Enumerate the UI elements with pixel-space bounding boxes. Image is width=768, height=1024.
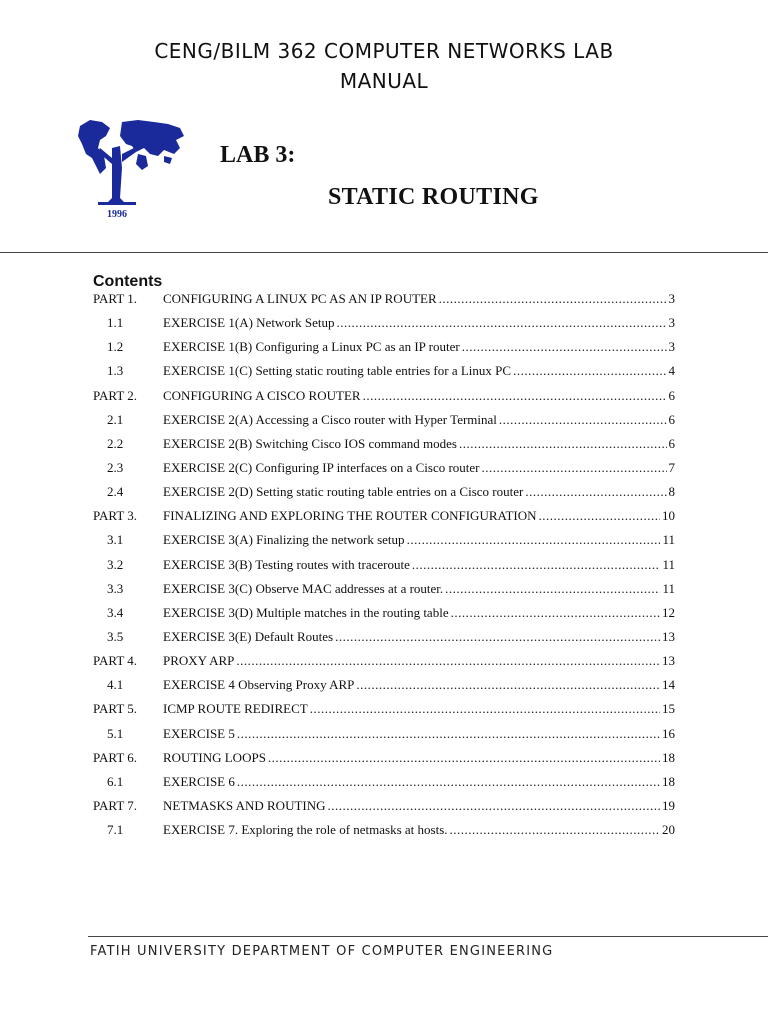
toc-entry-title: EXERCISE 1(C) Setting static routing table entries for a Linux PC	[163, 363, 512, 379]
manual-title-line2: MANUAL	[339, 69, 429, 93]
toc-entry-page: 6	[668, 435, 675, 451]
toc-entry-number: 3.3	[107, 580, 124, 596]
toc-entry-page: 13	[662, 628, 675, 644]
toc-exercise-entry[interactable]	[93, 339, 675, 363]
lab-number: LAB 3:	[220, 142, 296, 168]
toc-leader-dots	[237, 726, 660, 742]
toc-entry-number: 3.4	[107, 604, 124, 620]
toc-leader-dots	[363, 388, 667, 404]
toc-entry-title: EXERCISE 7. Exploring the role of netmasks at hosts.	[163, 822, 448, 838]
toc-entry-number: 3.2	[107, 556, 124, 572]
toc-entry-number: 7.1	[107, 822, 124, 838]
toc-entry-number: 1.2	[107, 339, 124, 355]
toc-exercise-entry[interactable]	[93, 822, 675, 846]
toc-entry-title: PROXY ARP	[163, 653, 235, 669]
toc-exercise-entry[interactable]	[93, 532, 675, 556]
toc-entry-title: EXERCISE 2(A) Accessing a Cisco router with Hyper Terminal	[163, 411, 497, 427]
toc-entry-title: FINALIZING AND EXPLORING THE ROUTER CONFIGURATION	[163, 508, 537, 524]
toc-entry-number: 2.2	[107, 435, 124, 451]
toc-entry-title: EXERCISE 3(A) Finalizing the network setup	[163, 532, 405, 548]
toc-entry-number: 2.1	[107, 411, 124, 427]
toc-entry-title: EXERCISE 4 Observing Proxy ARP	[163, 677, 355, 693]
toc-entry-page: 15	[662, 701, 675, 717]
toc-entry-page: 18	[662, 749, 675, 765]
toc-entry-title: EXERCISE 1(A) Network Setup	[163, 315, 335, 331]
manual-title-line1: CENG/BILM 362 COMPUTER NETWORKS LAB	[154, 39, 614, 63]
toc-entry-page: 4	[668, 363, 675, 379]
toc-entry-number: 3.1	[107, 532, 124, 548]
contents-heading: Contents	[93, 273, 163, 290]
toc-entry-page: 13	[662, 653, 675, 669]
toc-leader-dots	[499, 412, 667, 428]
globe-tree-logo-icon	[76, 118, 188, 222]
footer-divider	[88, 936, 768, 937]
toc-entry-title: EXERCISE 6	[163, 773, 235, 789]
toc-part-entry[interactable]	[93, 508, 675, 532]
toc-exercise-entry[interactable]	[93, 605, 675, 629]
toc-entry-number: 1.3	[107, 363, 124, 379]
toc-leader-dots	[407, 532, 661, 548]
toc-exercise-entry[interactable]	[93, 557, 675, 581]
toc-leader-dots	[268, 750, 660, 766]
toc-exercise-entry[interactable]	[93, 315, 675, 339]
toc-entry-number: 1.1	[107, 315, 124, 331]
toc-leader-dots	[451, 605, 660, 621]
toc-entry-title: NETMASKS AND ROUTING	[163, 797, 326, 813]
toc-leader-dots	[356, 677, 660, 693]
toc-exercise-entry[interactable]	[93, 629, 675, 653]
toc-entry-number: 2.3	[107, 459, 124, 475]
toc-entry-number: PART 3.	[93, 508, 138, 524]
toc-entry-number: PART 4.	[93, 653, 138, 669]
toc-part-entry[interactable]	[93, 701, 675, 725]
toc-leader-dots	[445, 581, 660, 597]
toc-entry-page: 20	[662, 822, 675, 838]
toc-entry-number: 3.5	[107, 628, 124, 644]
toc-entry-number: 2.4	[107, 484, 124, 500]
header-divider	[0, 252, 768, 253]
toc-entry-number: PART 2.	[93, 387, 138, 403]
toc-entry-title: EXERCISE 3(E) Default Routes	[163, 628, 334, 644]
toc-entry-title: EXERCISE 3(C) Observe MAC addresses at a router.	[163, 580, 444, 596]
toc-entry-page: 7	[668, 459, 675, 475]
toc-leader-dots	[525, 484, 666, 500]
toc-entry-page: 11	[662, 532, 675, 548]
toc-exercise-entry[interactable]	[93, 774, 675, 798]
toc-part-entry[interactable]	[93, 291, 675, 315]
toc-leader-dots	[482, 460, 667, 476]
toc-entry-number: 5.1	[107, 725, 124, 741]
toc-leader-dots	[450, 822, 660, 838]
svg-text:1996: 1996	[107, 209, 127, 220]
toc-entry-title: EXERCISE 2(C) Configuring IP interfaces on a Cisco router	[163, 459, 480, 475]
table-of-contents	[93, 291, 675, 846]
toc-entry-page: 19	[662, 797, 675, 813]
toc-leader-dots	[335, 629, 660, 645]
toc-entry-page: 3	[668, 339, 675, 355]
toc-entry-title: EXERCISE 3(B) Testing routes with traceroute	[163, 556, 410, 572]
toc-leader-dots	[337, 315, 667, 331]
toc-entry-number: 6.1	[107, 773, 124, 789]
toc-leader-dots	[328, 798, 660, 814]
toc-entry-page: 10	[662, 508, 675, 524]
toc-exercise-entry[interactable]	[93, 436, 675, 460]
toc-entry-number: PART 1.	[93, 291, 138, 306]
toc-leader-dots	[513, 363, 666, 379]
toc-entry-title: ROUTING LOOPS	[163, 749, 266, 765]
toc-entry-title: EXERCISE 2(B) Switching Cisco IOS command modes	[163, 435, 457, 451]
toc-entry-page: 14	[662, 677, 675, 693]
toc-entry-title: ICMP ROUTE REDIRECT	[163, 701, 308, 717]
toc-entry-title: CONFIGURING A LINUX PC AS AN IP ROUTER	[163, 291, 437, 306]
toc-entry-page: 3	[668, 291, 675, 306]
toc-leader-dots	[539, 508, 661, 524]
toc-leader-dots	[439, 291, 667, 307]
toc-exercise-entry[interactable]	[93, 726, 675, 750]
toc-exercise-entry[interactable]	[93, 460, 675, 484]
toc-entry-page: 6	[668, 387, 675, 403]
toc-leader-dots	[459, 436, 667, 452]
toc-entry-title: CONFIGURING A CISCO ROUTER	[163, 387, 361, 403]
toc-entry-number: PART 7.	[93, 797, 138, 813]
toc-part-entry[interactable]	[93, 388, 675, 412]
toc-entry-page: 18	[662, 773, 675, 789]
toc-exercise-entry[interactable]	[93, 484, 675, 508]
toc-leader-dots	[412, 557, 661, 573]
toc-entry-page: 3	[668, 315, 675, 331]
toc-part-entry[interactable]	[93, 653, 675, 677]
manual-title	[0, 36, 768, 96]
toc-entry-page: 11	[662, 580, 675, 596]
toc-exercise-entry[interactable]	[93, 363, 675, 387]
toc-entry-title: EXERCISE 2(D) Setting static routing table entries on a Cisco router	[163, 484, 524, 500]
toc-entry-title: EXERCISE 5	[163, 725, 235, 741]
toc-entry-number: PART 5.	[93, 701, 138, 717]
toc-part-entry[interactable]	[93, 750, 675, 774]
toc-entry-page: 8	[668, 484, 675, 500]
toc-entry-page: 12	[662, 604, 675, 620]
toc-entry-number: PART 6.	[93, 749, 138, 765]
toc-entry-number: 4.1	[107, 677, 124, 693]
toc-part-entry[interactable]	[93, 798, 675, 822]
toc-entry-page: 11	[662, 556, 675, 572]
toc-leader-dots	[236, 653, 660, 669]
toc-exercise-entry[interactable]	[93, 677, 675, 701]
toc-exercise-entry[interactable]	[93, 581, 675, 605]
toc-entry-title: EXERCISE 1(B) Configuring a Linux PC as an IP router	[163, 339, 460, 355]
lab-title: STATIC ROUTING	[328, 184, 539, 210]
toc-entry-page: 6	[668, 411, 675, 427]
toc-exercise-entry[interactable]	[93, 412, 675, 436]
toc-entry-page: 16	[662, 725, 675, 741]
footer-text: FATIH UNIVERSITY DEPARTMENT OF COMPUTER ENGINEERING	[90, 944, 554, 959]
toc-leader-dots	[237, 774, 660, 790]
toc-leader-dots	[462, 339, 667, 355]
toc-entry-title: EXERCISE 3(D) Multiple matches in the routing table	[163, 604, 449, 620]
toc-leader-dots	[310, 701, 660, 717]
